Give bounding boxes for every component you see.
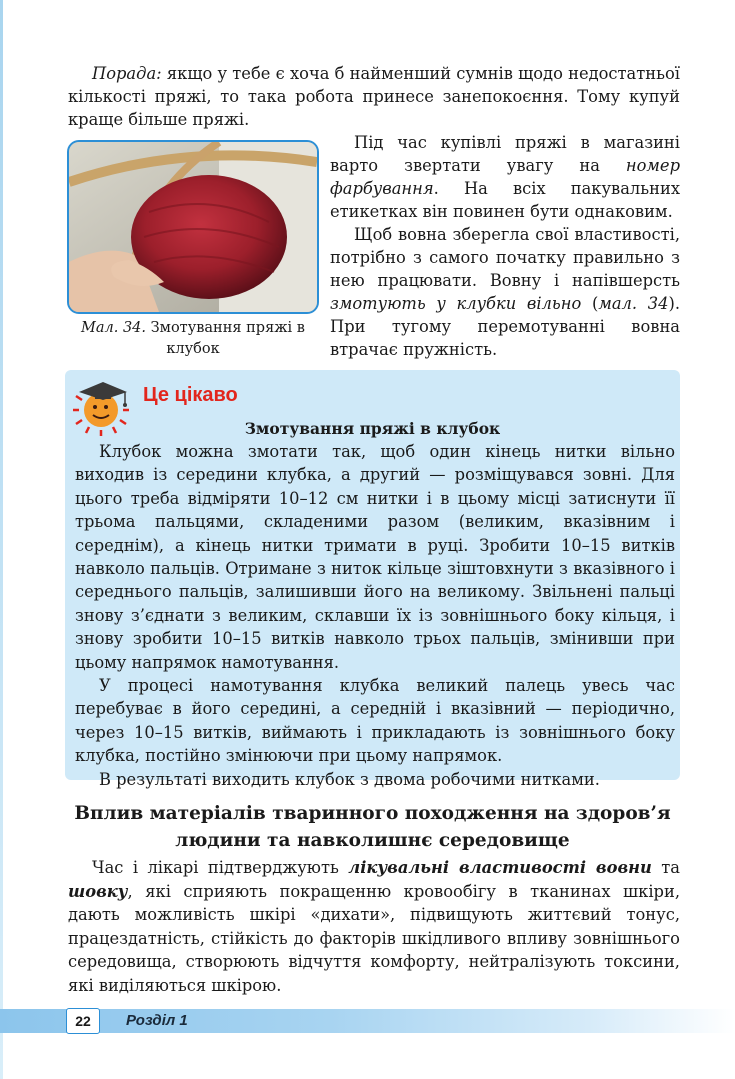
section-heading: Вплив матеріалів тваринного походження на здоров’я людини та навколишнє середовище bbox=[74, 803, 671, 851]
yarn-ball-image bbox=[69, 142, 317, 312]
intro-tip bbox=[68, 62, 680, 131]
page-edge-stripe bbox=[0, 0, 3, 1079]
info-box-body bbox=[75, 440, 675, 791]
yarn-ball-photo bbox=[67, 140, 319, 314]
info-paragraph-2: У процесі намотування клубка великий палець увесь час перебуває в його середині, а середній і вказівний — періодично, через 10–15 витків, виймають і прикладають із зовнішнього боку клубка, постійно змінюючи при цьому напрямок. bbox=[75, 676, 675, 766]
text-segment: Під час купівлі пряжі в магазині варто звертати увагу на bbox=[330, 133, 680, 175]
chapter-label: Розділ 1 bbox=[126, 1012, 188, 1029]
info-paragraph-3: В результаті виходить клубок з двома робочими нитками. bbox=[99, 769, 600, 789]
info-box bbox=[65, 370, 680, 789]
info-paragraph-1: Клубок можна змотати так, щоб один кінець нитки вільно виходив із середини клубка, а другий — розміщувався зовні. Для цього треба відміряти 10–12 см нитки і в цьому місці затиснути її трьома пальцями, складеними разом (великим, вказівним і середнім), а кінець нитки тримати в руці. Зробити 10–15 витків навколо пальців. Отримане з ниток кільце зіштовхнути з вказівного і середнього пальців, залишивши його на великому. Звільнені пальці знову з’єднати з великим, склавши їх із зовнішнього боку кільця, і знову зробити 10–15 витків навколо трьох пальців, змінивши при цьому напрямок намотування. bbox=[75, 442, 675, 672]
emphasis-dye-number: номер фарбування bbox=[330, 156, 680, 198]
info-box-subtitle: Змотування пряжі в клубок bbox=[244, 419, 501, 438]
caption-text: Змотування пряжі в клубок bbox=[146, 320, 305, 357]
caption-label: Мал. 34. bbox=[81, 320, 147, 336]
emphasis-silk: шовку bbox=[68, 881, 128, 901]
emphasis-wool-properties: лікувальні властивості вовни bbox=[348, 858, 652, 877]
right-column-text bbox=[330, 131, 680, 361]
tip-text: якщо у тебе є хоча б найменший сумнів щодо недостатньої кількості пряжі, то така робота принесе занепокоєння. Тому купуй краще більше пряжі. bbox=[68, 64, 680, 129]
text-segment: ( bbox=[581, 294, 599, 313]
page-number: 22 bbox=[66, 1008, 100, 1034]
text-segment: ). При тугому перемотуванні вовна втрачає пружність. bbox=[330, 294, 680, 359]
paragraph-dye-number bbox=[330, 131, 680, 223]
footer-bar bbox=[0, 1009, 735, 1033]
section-body bbox=[68, 856, 680, 997]
figure-reference: мал. 34 bbox=[598, 294, 669, 313]
text-segment: Щоб вовна зберегла свої властивості, потрібно з самого початку правильно з нею працювати. Вовну і напівшерсть bbox=[330, 225, 680, 290]
figure-caption bbox=[67, 318, 319, 360]
paragraph-winding bbox=[330, 223, 680, 361]
text-segment: Час і лікарі підтверджують bbox=[92, 858, 349, 877]
emphasis-winding: змотують у клубки вільно bbox=[330, 294, 582, 313]
tip-label: Порада: bbox=[92, 64, 162, 83]
text-segment: , які сприяють покращенню кровообігу в тканинах шкіри, дають можливість шкірі «дихати», підвищують життєвий тонус, працездатність, стійкість до факторів шкідливого впливу зовнішнього середовища, створюють відчуття комфорту, нейтралізують токсини, які виділяються шкірою. bbox=[68, 881, 680, 995]
text-segment: . На всіх пакувальних етикетках він повинен бути однаковим. bbox=[330, 179, 680, 221]
info-box-title: Це цікаво bbox=[143, 384, 238, 406]
section-paragraph bbox=[68, 856, 680, 997]
tip-paragraph bbox=[68, 62, 680, 131]
text-segment: та bbox=[651, 858, 681, 877]
